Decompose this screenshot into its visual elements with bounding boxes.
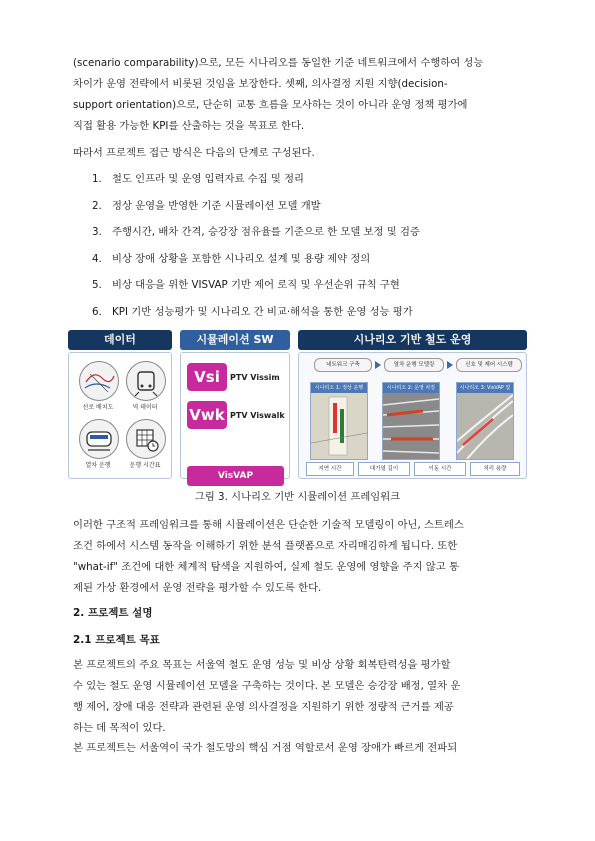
- steps-intro: 따라서 프로젝트 접근 방식은 다음의 단계로 구성된다.: [73, 147, 315, 159]
- flow-step: 네트워크 구축: [314, 358, 372, 372]
- flow-step: 신호 및 제어 시스템: [456, 358, 522, 372]
- scenario-title: 시나리오 3: VisVAP 및: [457, 383, 513, 393]
- figure-caption: 그림 3. 시나리오 기반 시뮬레이션 프레임워크: [194, 491, 401, 503]
- scenario-1-image: [311, 393, 367, 459]
- data-panel-body: [68, 352, 172, 479]
- text-line: 수 있는 철도 운영 시뮬레이션 모델을 구축하는 것이다. 본 모델은 승강장 배정, 열차 운: [73, 680, 461, 692]
- output-metric: 대기열 길이: [358, 462, 410, 476]
- list-item: 6. KPI 기반 성능평가 및 시나리오 간 비교·해석을 통한 운영 성능 평가: [92, 305, 413, 318]
- track-layout-icon: [79, 361, 119, 401]
- scenario-card: [382, 382, 440, 460]
- text-line: 행 제어, 장애 대응 전략과 관련된 운영 의사결정을 지원하기 위한 정량적 근거를 제공: [73, 701, 454, 713]
- software-name: PTV Viswalk: [230, 411, 285, 420]
- timetable-icon: [126, 419, 166, 459]
- station-icon: [126, 361, 166, 401]
- data-panel-title: 데이터: [68, 330, 172, 350]
- framework-paragraph: [73, 515, 523, 599]
- scenario-title: 시나리오 1: 정상 운행: [311, 383, 367, 393]
- scenario-card: [456, 382, 514, 460]
- intro-paragraph: [73, 53, 523, 137]
- output-metric: 이동 시간: [414, 462, 466, 476]
- text-line: "what-if" 조건에 대한 체계적 탐색을 지원하여, 실제 철도 운영에 영향을 주지 않고 통: [73, 561, 459, 573]
- framework-figure: [68, 328, 527, 479]
- scenario-2-image: [383, 393, 439, 459]
- data-item-label: 운행 시간표: [129, 462, 161, 469]
- data-item-label: 열차 운행: [85, 462, 111, 469]
- list-item: 1. 철도 인프라 및 운영 입력자료 수집 및 정리: [92, 173, 305, 185]
- software-panel: [180, 328, 290, 479]
- scenario-panel-title: 시나리오 기반 철도 운영: [298, 330, 527, 350]
- software-panel-title: 시뮬레이션 SW: [180, 330, 290, 350]
- scenario-panel: [298, 328, 527, 479]
- arrow-icon: [447, 361, 453, 369]
- list-item: 4. 비상 장애 상황을 포함한 시나리오 설계 및 용량 제약 정의: [92, 252, 371, 265]
- text-line: support orientation)으로, 단순히 교통 흐름을 모사하는 것이 아니라 운영 정책 평가에: [73, 99, 468, 111]
- visvap-block: VisVAP: [187, 466, 284, 486]
- text-line: 이러한 구조적 프레임워크를 통해 시뮬레이션은 단순한 기술적 모델링이 아닌, 스트레스: [73, 519, 464, 531]
- vissim-logo-icon: Vsi: [187, 363, 227, 391]
- subsection-title: 2.1 프로젝트 목표: [73, 634, 160, 646]
- scenario-3-image: [457, 393, 513, 459]
- scenario-title: 시나리오 2: 운영 차질: [383, 383, 439, 393]
- last-paragraph-line: 본 프로젝트는 서울역이 국가 철도망의 핵심 거점 역할로서 운영 장애가 빠르게 전파되: [73, 742, 458, 754]
- data-item-label: 역 데이터: [132, 404, 158, 411]
- text-line: 제된 가상 환경에서 운영 전략을 평가할 수 있도록 한다.: [73, 582, 322, 594]
- train-icon: [79, 419, 119, 459]
- software-name: PTV Vissim: [230, 373, 280, 382]
- arrow-icon: [375, 361, 381, 369]
- text-line: (scenario comparability)으로, 모든 시나리오를 동일한 기준 네트워크에서 수행하여 성능: [73, 57, 484, 69]
- text-line: 본 프로젝트의 주요 목표는 서울역 철도 운영 성능 및 비상 상황 회복탄력성을 평가할: [73, 659, 451, 671]
- text-line: 조건 하에서 시스템 동작을 이해하기 위한 분석 플랫폼으로 자리매김하게 됩니다. 또한: [73, 540, 458, 552]
- text-line: 차이가 운영 전략에서 비롯된 것임을 보장한다. 셋째, 의사결정 지원 지향(decision-: [73, 78, 448, 90]
- section-title: 2. 프로젝트 설명: [73, 607, 153, 619]
- software-panel-body: [180, 352, 290, 479]
- scenario-card: [310, 382, 368, 460]
- viswalk-logo-icon: Vwk: [187, 401, 227, 429]
- output-metric: 지연 시간: [306, 462, 354, 476]
- list-item: 3. 주행시간, 배차 간격, 승강장 점유율를 기준으로 한 모델 보정 및 검증: [92, 226, 420, 239]
- flow-step: 열차 운행 모델링: [384, 358, 444, 372]
- text-line: 직접 활용 가능한 KPI를 산출하는 것을 목표로 한다.: [73, 120, 305, 132]
- data-item-label: 선로 배치도: [82, 404, 114, 411]
- steps-list: [92, 172, 420, 332]
- text-line: 하는 데 목적이 있다.: [73, 722, 166, 734]
- output-metric: 처리 용량: [470, 462, 520, 476]
- list-item: 2. 정상 운영을 반영한 기준 시뮬레이션 모델 개발: [92, 199, 321, 212]
- data-panel: [68, 328, 172, 479]
- goal-paragraph: [73, 655, 523, 739]
- list-item: 5. 비상 대응을 위한 VISVAP 기반 제어 로직 및 우선순위 규칙 구현: [92, 279, 400, 292]
